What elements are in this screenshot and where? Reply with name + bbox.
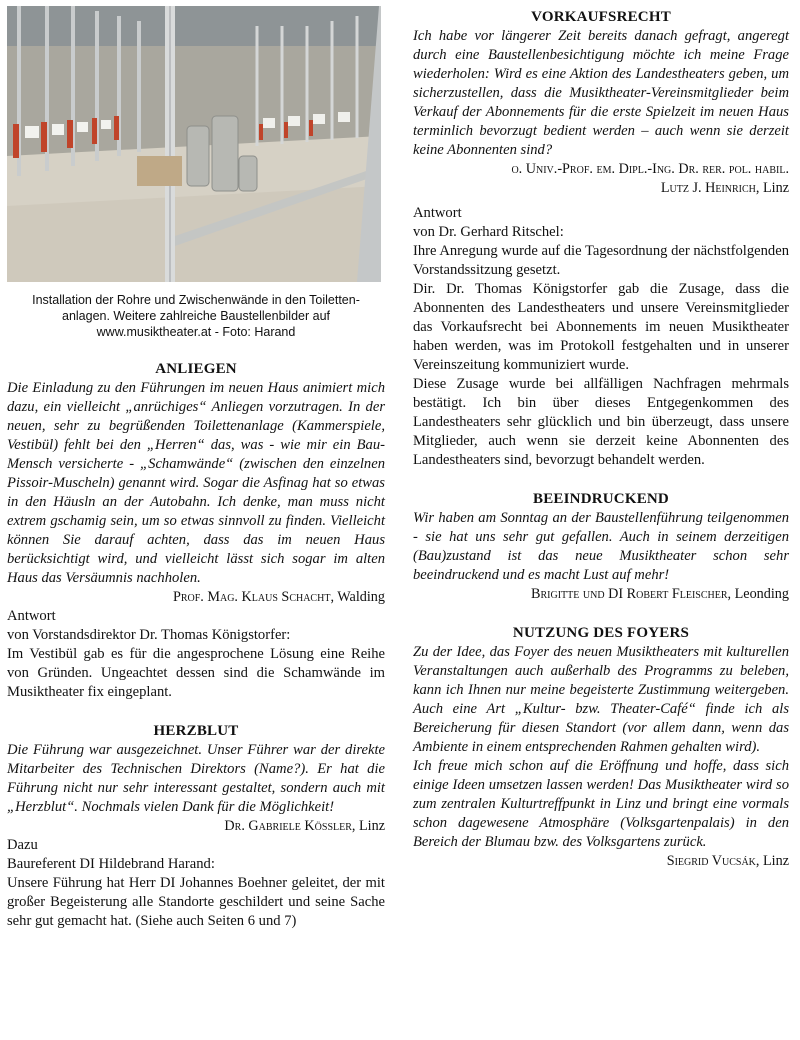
- photo-caption: [7, 292, 385, 340]
- signature-anliegen: [7, 588, 385, 607]
- answer-text: Unsere Führung hat Herr DI Johannes Boehner geleitet, der mit großer Begeisterung alle Standorte geschildert und seine Sache sehr gut gemacht hat. (Siehe auch Seiten 6 und 7): [7, 875, 385, 929]
- signature-name: Siegrid Vucsák: [666, 853, 756, 869]
- heading-beeindruckend: BEEINDRUCKEND: [533, 491, 669, 507]
- signature-beeindruckend: [413, 585, 789, 604]
- caption-line-3: www.musiktheater.at - Foto: Harand: [96, 325, 296, 339]
- signature-place: , Leonding: [727, 586, 789, 602]
- signature-foyer: [413, 852, 789, 871]
- answer-from: Baureferent DI Hildebrand Harand:: [7, 856, 215, 872]
- answer-label: Dazu: [7, 837, 38, 853]
- answer-from: von Dr. Gerhard Ritschel:: [413, 224, 564, 240]
- signature-place: , Linz: [755, 853, 789, 869]
- letter-anliegen: Die Einladung zu den Führungen im neuen Haus animiert mich dazu, ein vielleicht „anrüchiges“ Anliegen vorzutragen. In der neuen, sehr zu begrüßenden Toilettenanlage (Kammerspiele, Vestibül) fehlt bei den „Herren“ das, was - wie mir ein Bau-Mensch versicherte - „Schamwände“ (zwischen den einzelnen Pissoir-Muscheln) genannt wird. Sogar die Asfinag hat so etwas in den Häusln an der Autobahn. Ich denke, man muss nicht extrem gschamig sein, um so etwas sinnvoll zu finden. Vielleicht können Sie darauf achten, dass das im neuen Haus berücksichtigt wird, und vielleicht lässt sich sogar im alten Haus das Versäumnis nachholen.: [7, 380, 385, 586]
- signature-name: Brigitte und DI Robert Fleischer: [531, 586, 728, 602]
- heading-anliegen: ANLIEGEN: [155, 361, 237, 377]
- letter-foyer-paragraph-1: Zu der Idee, das Foyer des neuen Musiktheaters mit kulturellen Veranstaltungen auch außerhalb des Programms zu beleben, kann ich Ihnen nur meine begeisterte Zustimmung weitergeben. Auch eine Art „Kultur- bzw. Theater-Café“ finde ich als Bereicherung für diesen Standort (vor allem dann, wenn das Ambiente in einem entsprechenden Rahmen gehalten wird).: [413, 644, 789, 755]
- signature-herzblut: [7, 817, 385, 836]
- signature-place: , Walding: [330, 589, 385, 605]
- answer-text: Im Vestibül gab es für die angesprochene Lösung eine Reihe von Gründen. Ungeachtet dessen sind die Schamwände im Musiktheater fix eingeplant.: [7, 646, 385, 700]
- signature-title: o. Univ.-Prof. em. Dipl.-Ing. Dr. rer. pol. habil.: [511, 161, 789, 177]
- signature-name: Lutz J. Heinrich: [660, 180, 756, 196]
- signature-name: Dr. Gabriele Kössler: [224, 818, 352, 834]
- heading-herzblut: HERZBLUT: [153, 723, 239, 739]
- caption-line-2: anlagen. Weitere zahlreiche Baustellenbilder auf: [62, 309, 330, 323]
- left-column: [7, 0, 385, 931]
- signature-name: Prof. Mag. Klaus Schacht: [172, 589, 331, 605]
- signature-place: , Linz: [755, 180, 789, 196]
- signature-place: , Linz: [351, 818, 385, 834]
- construction-photo: [7, 6, 381, 282]
- letter-vorkaufsrecht: Ich habe vor längerer Zeit bereits danach gefragt, angeregt durch eine Baustellenbesichtigung möchte ich meine Frage wiederholen: Wird es eine Aktion des Landestheaters geben, um sicherzustellen, dass die Musiktheater-Vereinsmitglieder beim Verkauf der Abonnements für die erste Spielzeit im neuen Haus terminlich bevorzugt bedient werden – auch wenn sie derzeit keine Abonnenten sind?: [413, 28, 789, 158]
- signature-vorkaufsrecht: [413, 160, 789, 198]
- heading-vorkaufsrecht: VORKAUFSRECHT: [531, 9, 671, 25]
- right-column: [413, 0, 789, 871]
- letter-foyer-paragraph-2: Ich freue mich schon auf die Eröffnung und hoffe, dass sich einige Ideen umsetzen lassen werden! Das Musiktheater wird so zum zentralen Kulturtreffpunkt in Linz und bringt eine vormals schon dagewesene Atmosphäre (Volksgartenpalais) in den Bereich der Blumau bzw. des Volksgartens zurück.: [413, 758, 789, 850]
- answer-paragraph-2: Dir. Dr. Thomas Königstorfer gab die Zusage, dass die Abonnenten des Landestheaters und unsere Vereinsmitglieder das Vorkaufsrecht bei Abonnements im neuen Musiktheater haben werden, was im Protokoll festgehalten und in unserer Vereinszeitung kommuniziert wurde.: [413, 281, 789, 373]
- answer-label: Antwort: [413, 205, 462, 221]
- letter-beeindruckend: Wir haben am Sonntag an der Baustellenführung teilgenommen - sie hat uns sehr gut gefallen. Auch in seinem derzeitigen (Bau)zustand ist das neue Musiktheater schon sehr beeindruckend und es macht Lust auf mehr!: [413, 510, 789, 583]
- answer-paragraph-1: Ihre Anregung wurde auf die Tagesordnung der nächstfolgenden Vorstandssitzung gesetzt.: [413, 243, 789, 278]
- answer-label: Antwort: [7, 608, 56, 624]
- answer-paragraph-3: Diese Zusage wurde bei allfälligen Nachfragen mehrmals bestätigt. Ich bin über dieses Entgegenkommen des Landestheaters sehr glücklich und bin überzeugt, dass unsere Mitglieder, auch wenn sie derzeit keine Abonnenten des Landestheaters sind, bevorzugt behandelt werden.: [413, 376, 789, 468]
- heading-foyer: NUTZUNG DES FOYERS: [512, 625, 690, 641]
- caption-line-1: Installation der Rohre und Zwischenwände in den Toiletten-: [32, 293, 360, 307]
- answer-from: von Vorstandsdirektor Dr. Thomas Königstorfer:: [7, 627, 291, 643]
- letter-herzblut: Die Führung war ausgezeichnet. Unser Führer war der direkte Mitarbeiter des Technischen Direktors (Name?). Er hat die Führung nicht nur sehr interessant gestaltet, sondern auch mit „Herzblut“. Nochmals vielen Dank für die Möglichkeit!: [7, 742, 385, 815]
